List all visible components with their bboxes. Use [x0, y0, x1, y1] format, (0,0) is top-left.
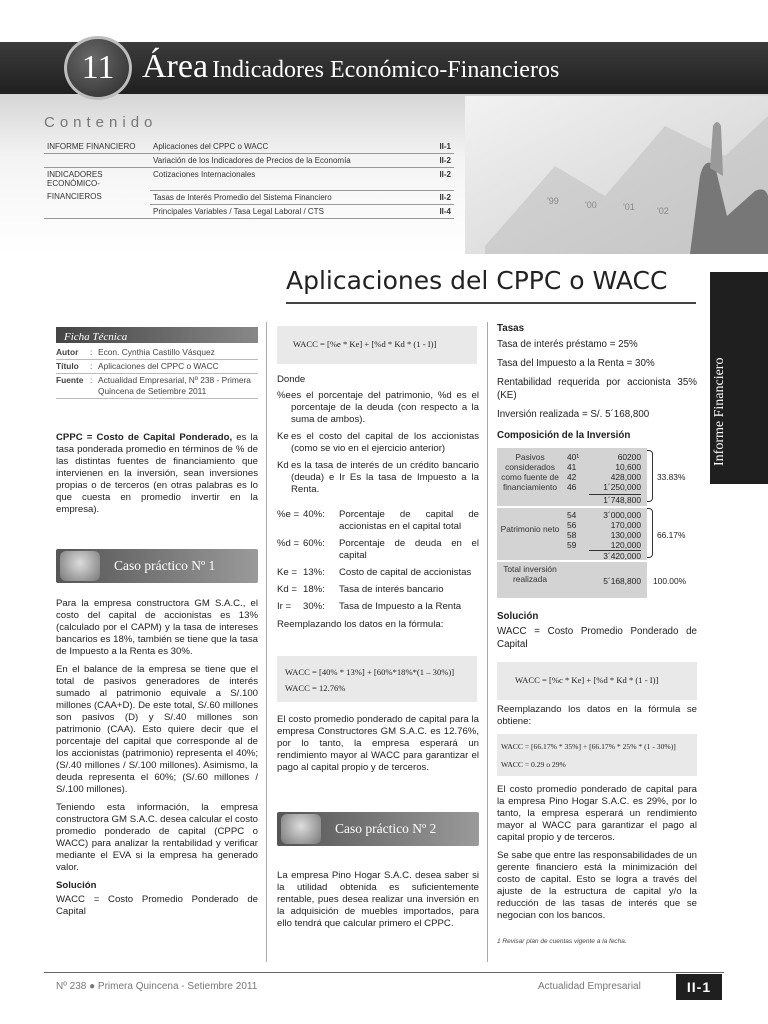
column-2-caso2-body: [277, 870, 479, 936]
contents-table: [44, 140, 454, 219]
people-photo-icon: [281, 814, 321, 844]
ficha-row: Autor : Econ. Cynthia Castillo Vásquez: [56, 346, 258, 360]
year-label: '99: [547, 196, 559, 206]
column-1-body: [56, 598, 258, 924]
area-title: [142, 48, 559, 86]
paragraph: El costo promedio ponderado de capital para la empresa Constructores GM S.A.C. es 12.76%, por lo tanto, la empresa esperará un rendimiento mayor al WACC para garantizar el pago al capital propio y de terceros.: [277, 714, 479, 773]
table-row[interactable]: INFORME FINANCIERO Aplicaciones del CPPC o WACC II-1: [44, 140, 454, 154]
pasivos-total: 1´748,800: [589, 494, 641, 505]
bracket-icon: [647, 450, 653, 502]
paragraph: Teniendo esta información, la empresa constructora GM S.A.C. desea calcular el costo promedio ponderado de capital (CPPC o WACC) para analizar la rentabilidad y verificar mediante el EVA si la empresa ha generado valor.: [56, 802, 258, 873]
column-divider: [487, 322, 488, 962]
tasa-item: Rentabilidad requerida por accionista 35% (KE): [497, 377, 697, 401]
wacc-formula-box-2: WACC = [%c * Ke] + [%d * Kd * (1 - I)]: [497, 662, 697, 700]
toc-item[interactable]: Tasas de Interés Promedio del Sistema Financiero: [150, 190, 426, 204]
column-3-reemplazo: Reemplazando los datos en la fórmula se obtiene:: [497, 704, 697, 727]
area-word: Área: [142, 48, 209, 85]
paragraph: WACC = Costo Promedio Ponderado de Capital: [56, 894, 258, 917]
footer-issue: Nº 238 ● Primera Quincena - Setiembre 2011: [56, 981, 258, 992]
column-3-solucion: [497, 610, 697, 657]
percent-item: Kd = 18%: Tasa de interés bancario: [277, 584, 444, 595]
table-row[interactable]: FINANCIEROS Tasas de Interés Promedio del Sistema Financiero II-2: [44, 190, 454, 204]
toc-item[interactable]: Cotizaciones Internacionales: [150, 168, 426, 191]
percent-item: %e = 40%: Porcentaje de capital de accionistas en el capital total: [277, 509, 479, 532]
reemplazando-text: Reemplazando los datos en la fórmula:: [277, 619, 444, 630]
toc-item[interactable]: Aplicaciones del CPPC o WACC: [150, 140, 426, 154]
composicion-heading: Composición de la Inversión: [497, 430, 631, 441]
paragraph: La empresa Pino Hogar S.A.C. desea saber si la utilidad obtenida es suficientemente rentable, pues desea realizar una inversión en la adquisición de muebles importados, para ello tendrá que calcular primero el CPPC.: [277, 870, 479, 929]
page-number: II-1: [676, 974, 722, 1000]
column-2-conclusion: [277, 714, 479, 780]
ficha-header: Ficha Técnica: [56, 327, 258, 343]
hand-chart-illustration: [465, 96, 768, 254]
column-divider: [266, 322, 267, 962]
year-label: '01: [623, 202, 635, 212]
tasa-item: Tasa de interés préstamo = 25%: [497, 339, 638, 350]
total-pct: 100.00%: [653, 576, 687, 586]
paragraph: Para la empresa constructora GM S.A.C., el costo del capital de accionistas es 13% (calculado por el CAPM) y la tasa de intereses bancarios es 18%, también se tiene que la tasa de Impuesto a la Renta es 30%.: [56, 598, 258, 657]
percent-item: Ir = 30%: Tasa de Impuesto a la Renta: [277, 601, 462, 612]
definition-item: %e es el porcentaje del patrimonio, %d es el porcentaje de la deuda (con respecto a la suma de ambos).: [277, 390, 479, 425]
title-rule: [286, 302, 696, 304]
solucion-heading: Solución: [56, 880, 97, 891]
tasa-item: Tasa del Impuesto a la Renta = 30%: [497, 358, 655, 369]
intro-paragraph: CPPC = Costo de Capital Ponderado, es la tasa ponderada promedio en términos de % de las distintas fuentes de financiamiento que intervienen en la inversión, sean inversiones propias o de terceros (en otras palabras es lo que cuesta en promedio invertir en la empresa).: [56, 432, 258, 515]
footnote: 1 Revisar plan de cuentas vigente a la fecha.: [497, 938, 627, 945]
patrimonio-pct: 66.17%: [657, 530, 686, 540]
definition-item: Ke es el costo del capital de los accionistas (como se vio en el ejercicio anterior): [277, 431, 479, 454]
table-row[interactable]: Variación de los Indicadores de Precios de la Economía II-2: [44, 154, 454, 168]
percent-item: %d = 60%: Porcentaje de deuda en el capital: [277, 538, 479, 561]
toc-item[interactable]: Variación de los Indicadores de Precios de la Economía: [150, 154, 426, 168]
chapter-badge: 11: [64, 36, 132, 100]
donde-label: Donde: [277, 374, 306, 385]
year-label: '02: [657, 206, 669, 216]
footer-publication: Actualidad Empresarial: [538, 981, 641, 992]
column-3-tasas: [497, 322, 697, 448]
tasa-item: Inversión realizada = S/. 5´168,800: [497, 409, 650, 420]
pasivos-label: Pasivos considerados como fuente de financiamiento: [501, 452, 559, 492]
caso-practico-1-banner: Caso práctico Nº 1: [56, 549, 258, 583]
paragraph: El costo promedio ponderado de capital para la empresa Pino Hogar S.A.C. es 29%, por lo tanto, la empresa esperará un rendimiento mayor al WACC para garantizar el pago al capital propio y de terceros.: [497, 784, 697, 843]
table-row[interactable]: INDICADORES ECONÓMICO- Cotizaciones Internacionales II-2: [44, 168, 454, 191]
calc-box-1: WACC = [40% * 13%] + [60%*18%*(1 – 30%)] WACC = 12.76%: [277, 656, 477, 702]
ficha-row: Fuente : Actualidad Empresarial, Nº 238 - Primera Quincena de Setiembre 2011: [56, 374, 258, 399]
table-row[interactable]: Principales Variables / Tasa Legal Laboral / CTS II-4: [44, 204, 454, 218]
wacc-formula-box: WACC = [%e * Ke] + [%d * Kd * (1 - I)]: [277, 326, 477, 364]
paragraph: Se sabe que entre las responsabilidades de un gerente financiero está la minimización del costo de capital. Esto se logra a través del ajuste de la estructura de capital y/o la reducción de las tasas de interés que se negocian con los bancos.: [497, 850, 698, 921]
area-name: Indicadores Económico-Financieros: [212, 57, 560, 83]
patrimonio-total: 3´420,000: [589, 550, 641, 561]
people-photo-icon: [60, 551, 100, 581]
column-2-definitions: [277, 374, 479, 637]
percent-item: Ke = 13%: Costo de capital de accionistas: [277, 567, 472, 578]
article-title: Aplicaciones del CPPC o WACC: [286, 266, 668, 295]
patrimonio-label: Patrimonio neto: [500, 524, 560, 534]
pasivos-pct: 33.83%: [657, 472, 686, 482]
caso-practico-2-banner: Caso práctico Nº 2: [277, 812, 479, 846]
solucion-heading: Solución: [497, 611, 539, 622]
toc-item[interactable]: Principales Variables / Tasa Legal Laboral / CTS: [150, 204, 426, 218]
paragraph: WACC = Costo Promedio Ponderado de Capital: [497, 626, 697, 650]
ficha-row: Título : Aplicaciones del CPPC o WACC: [56, 360, 258, 374]
total-value: 5´168,800: [603, 576, 641, 586]
paragraph: En el balance de la empresa se tiene que el total de pasivos generadores de interés sumado al patrimonio equivale a S/.100 millones (CAA+D). De este total, S/.60 millones son pasivos (D) y S/.40 millones son patrimonio (CAA). Esto quiere decir que el porcentaje del capital que corresponde al de los accionistas (patrimonio) representa el 40%; (S/.40 millones / S/.100 millones). Asimismo, la deuda representa el 60%; (S/.60 millones / S/.100 millones).: [56, 664, 258, 795]
column-3-body: [497, 784, 697, 928]
bracket-icon: [647, 508, 653, 558]
contents-label: Contenido: [44, 114, 158, 131]
definition-item: Kd es la tasa de interés de un crédito bancario (deuda) e Ir Es la tasa de Impuesto a la Renta.: [277, 460, 479, 495]
year-label: '00: [585, 200, 597, 210]
ficha-tecnica: [56, 346, 258, 399]
header-illustration: [465, 96, 768, 254]
calc-box-2: WACC = [66.17% * 35%] + [66.17% * 25% * (1 - 30%)] WACC = 0.29 o 29%: [497, 734, 697, 776]
tasas-heading: Tasas: [497, 323, 525, 334]
total-label: Total inversión realizada: [503, 564, 557, 584]
footer-rule: [44, 972, 724, 973]
section-side-tab-label: Informe Financiero: [712, 357, 727, 466]
